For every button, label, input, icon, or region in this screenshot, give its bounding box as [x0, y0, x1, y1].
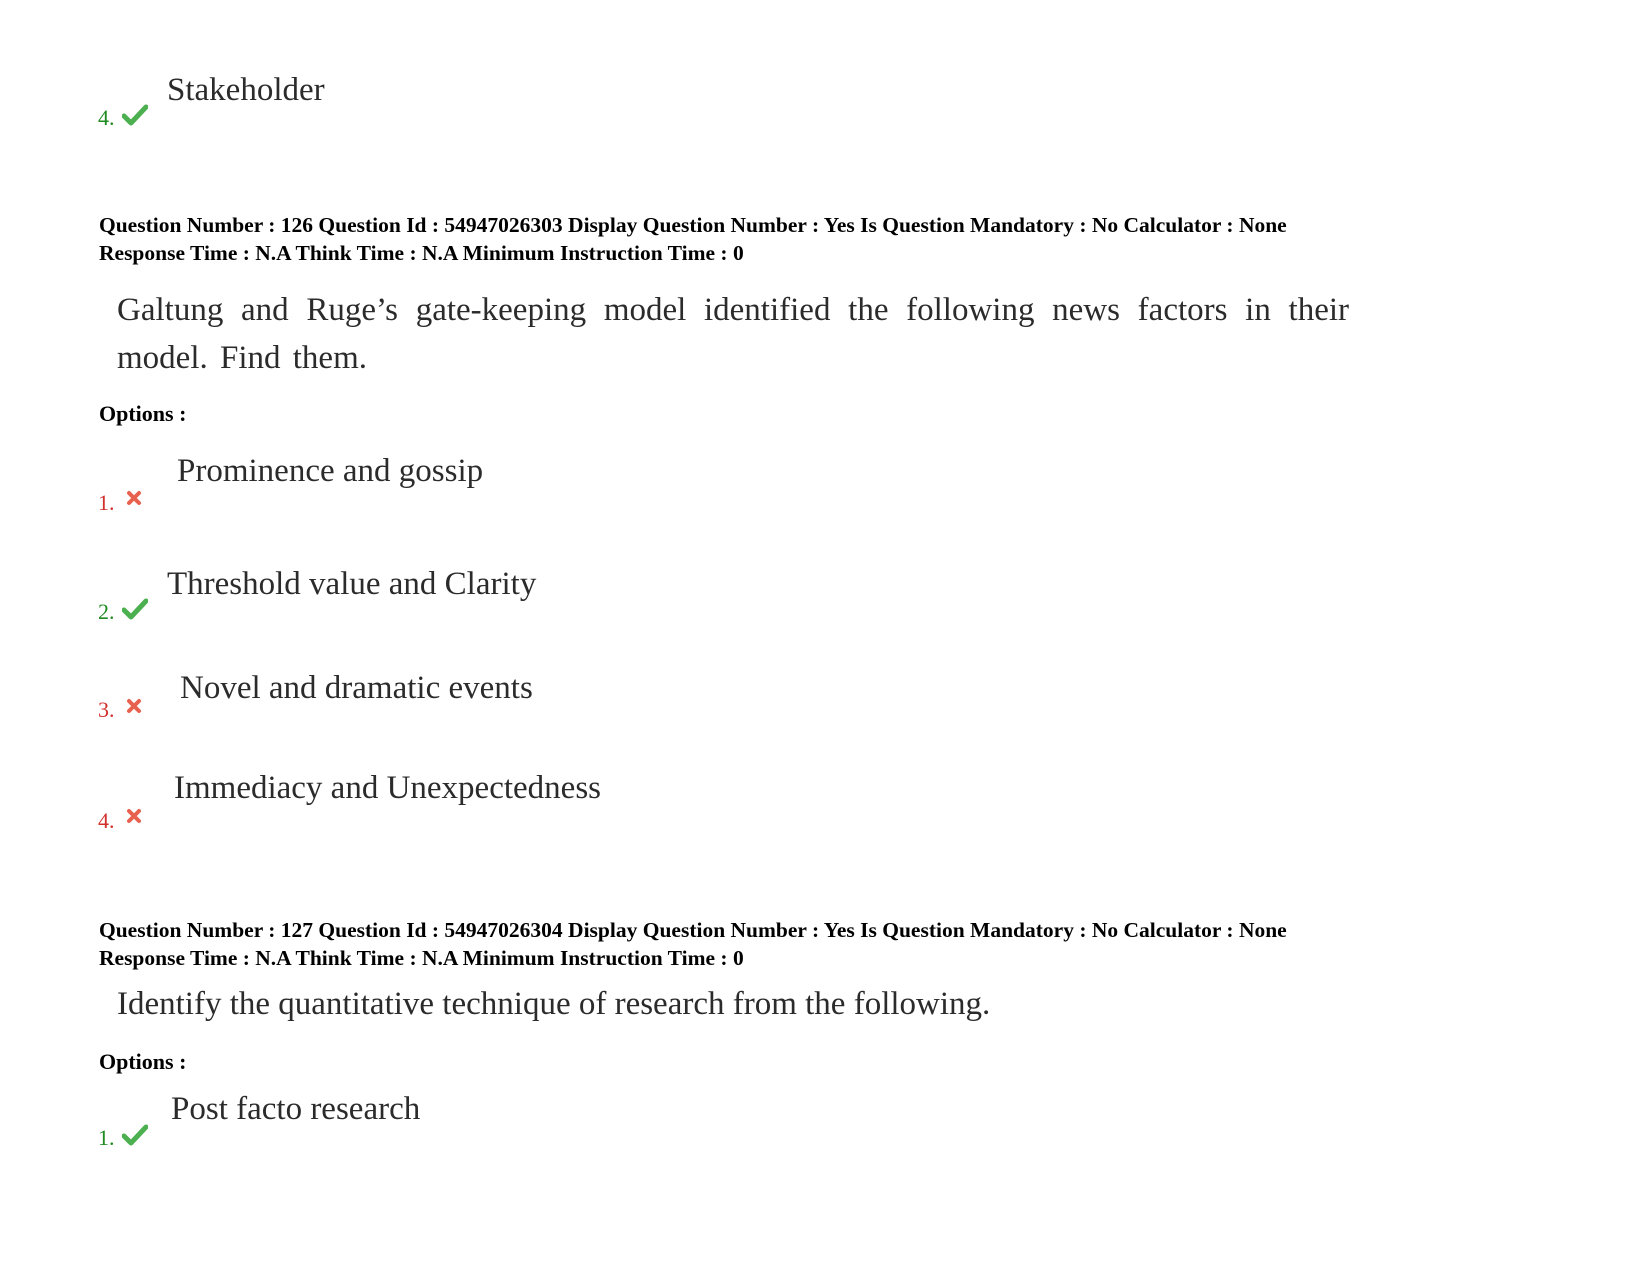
option-number: 2. — [98, 599, 115, 624]
cross-icon — [126, 698, 142, 714]
option-text: Stakeholder — [167, 72, 325, 108]
option-number: 1. — [98, 490, 115, 515]
options-label: Options : — [99, 1049, 187, 1074]
cross-icon — [126, 490, 142, 506]
question-meta-line-2: Response Time : N.A Think Time : N.A Minimum Instruction Time : 0 — [99, 241, 744, 265]
option-text: Post facto research — [171, 1091, 421, 1127]
question-text: Identify the quantitative technique of research from the following. — [117, 986, 991, 1022]
option-text: Immediacy and Unexpectedness — [174, 770, 602, 806]
option-text: Prominence and gossip — [177, 453, 484, 489]
option-number: 3. — [98, 697, 115, 722]
question-meta-line-1: Question Number : 126 Question Id : 54947026303 Display Question Number : Yes Is Question Mandatory : No Calculator : None — [99, 213, 1287, 237]
check-icon — [122, 104, 148, 126]
option-number: 1. — [98, 1125, 115, 1150]
check-icon — [122, 1124, 148, 1146]
check-icon — [122, 598, 148, 620]
option-text: Threshold value and Clarity — [167, 566, 537, 602]
option-number: 4. — [98, 105, 115, 130]
option-number: 4. — [98, 808, 115, 833]
question-meta-line-2: Response Time : N.A Think Time : N.A Minimum Instruction Time : 0 — [99, 946, 744, 970]
question-meta-line-1: Question Number : 127 Question Id : 54947026304 Display Question Number : Yes Is Question Mandatory : No Calculator : None — [99, 918, 1287, 942]
options-label: Options : — [99, 401, 187, 426]
question-text: Galtung and Ruge’s gate-keeping model identified the following news factors in their model. Find them. — [117, 292, 1349, 376]
cross-icon — [126, 808, 142, 824]
option-text: Novel and dramatic events — [180, 670, 533, 706]
